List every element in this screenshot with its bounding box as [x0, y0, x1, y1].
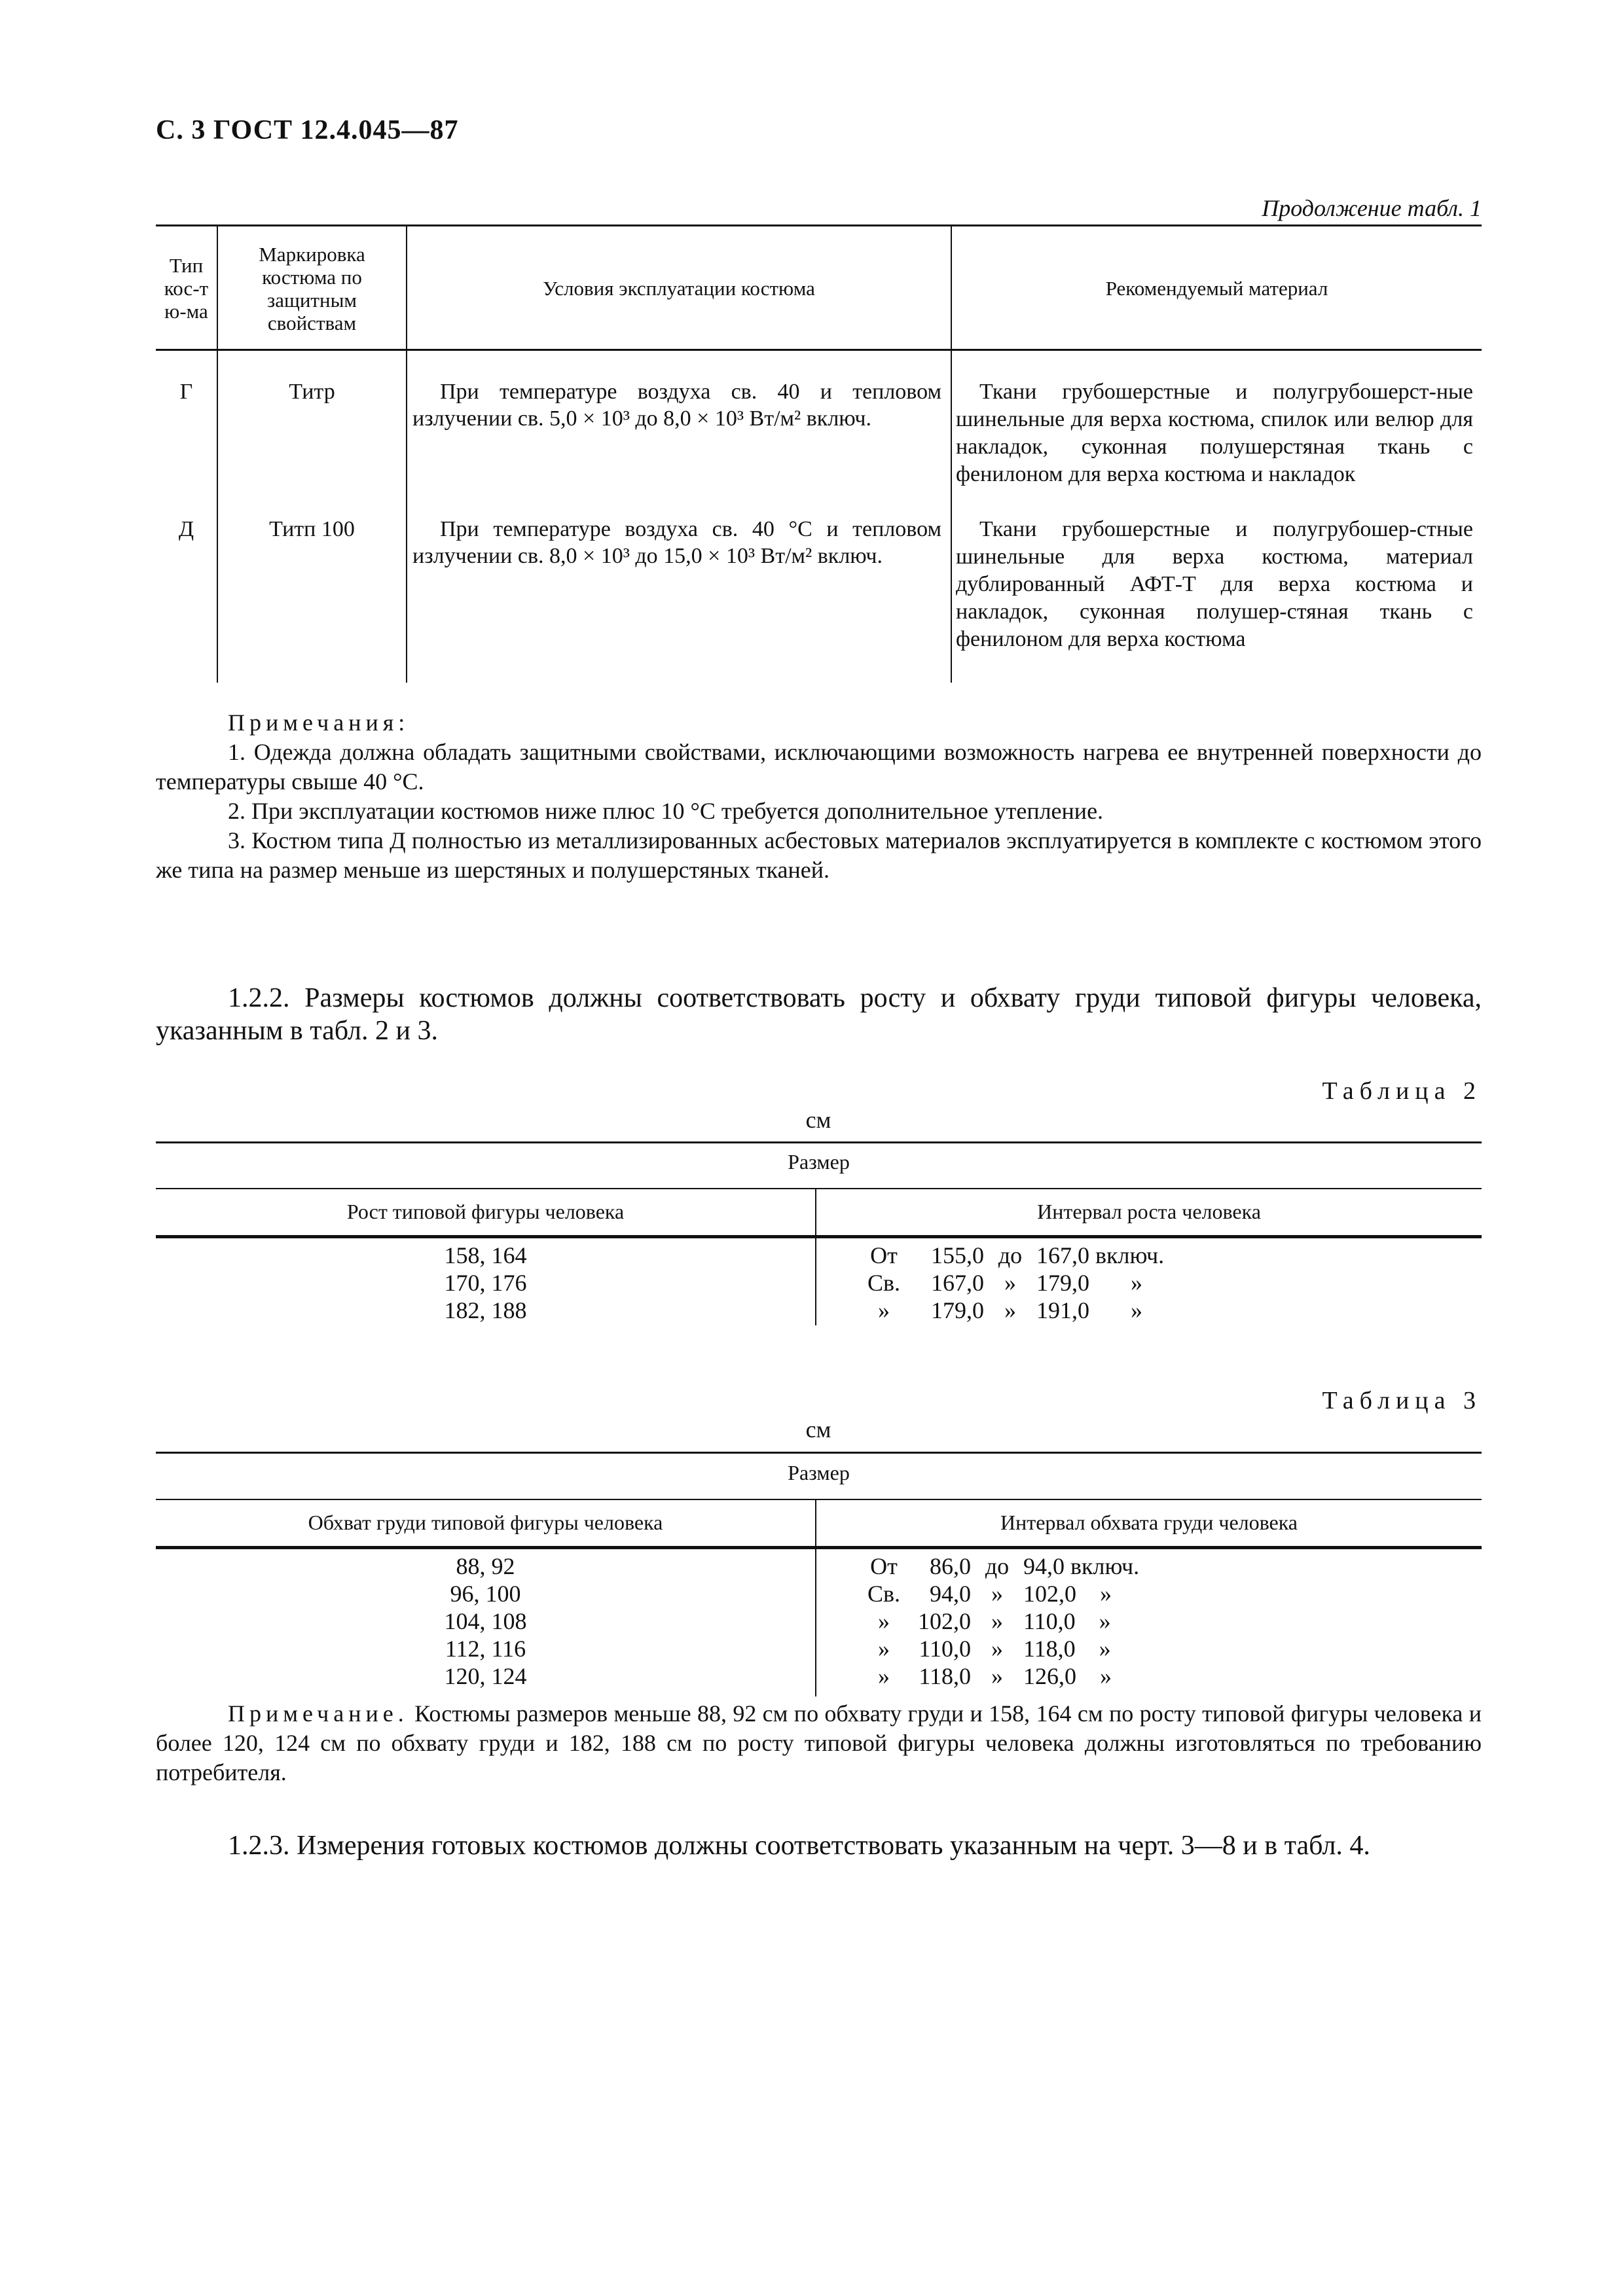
interval-to-label: до	[985, 1553, 1010, 1579]
table1-header-type-text: Тип кос-тю-ма	[164, 254, 209, 323]
interval-prefix: От	[870, 1553, 898, 1579]
table2-size: 158, 164	[444, 1242, 527, 1268]
table2-size-column	[156, 1242, 815, 1324]
table3-interval-row	[859, 1635, 1139, 1662]
interval-to: 118,0 »	[1023, 1636, 1111, 1662]
interval-from: 102,0	[918, 1608, 971, 1634]
interval-from: 110,0	[919, 1636, 971, 1662]
interval-prefix: »	[878, 1636, 890, 1662]
table1-row1-marking: Титр	[289, 380, 335, 404]
interval-to: 179,0 »	[1036, 1270, 1142, 1296]
table3-size: 104, 108	[444, 1608, 527, 1634]
table2-unit: см	[805, 1107, 831, 1133]
note-item-3: 3. Костюм типа Д полностью из металлизированных асбестовых материалов эксплуатируется в комплекте с костюмом этого же типа на размер меньше из шерстяных и полушерстяных тканей.	[156, 827, 1482, 883]
table3-interval-row	[859, 1580, 1139, 1607]
table1-header-material	[952, 231, 1482, 346]
interval-prefix: Св.	[867, 1270, 900, 1296]
interval-to-label: »	[991, 1608, 1003, 1634]
table3-group-header: Размер	[788, 1461, 850, 1484]
table1-header-conditions	[407, 231, 951, 346]
table3-interval-row	[859, 1607, 1139, 1635]
table2-group-header: Размер	[788, 1150, 850, 1174]
note-item-2: 2. При эксплуатации костюмов ниже плюс 10 °С требуется дополнительное утепление.	[228, 798, 1104, 824]
table2-interval-column	[859, 1242, 1164, 1324]
table2-interval-row	[859, 1297, 1164, 1324]
table3-size-column	[156, 1552, 815, 1690]
table1-header-conditions-text: Условия эксплуатации костюма	[543, 277, 815, 300]
table2-mid-rule	[156, 1188, 1482, 1189]
paragraph-1-2-3: 1.2.3. Измерения готовых костюмов должны соответствовать указанным на черт. 3—8 и в табл. 4.	[228, 1831, 1370, 1861]
table1-row2-marking: Титп 100	[269, 517, 355, 541]
interval-to: 110,0 »	[1023, 1608, 1111, 1634]
table1-header-material-text: Рекомендуемый материал	[1105, 277, 1328, 300]
interval-to-label: до	[998, 1242, 1023, 1268]
table3-note	[156, 1699, 1482, 1787]
table2-size: 170, 176	[444, 1270, 527, 1296]
interval-to: 102,0 »	[1023, 1581, 1112, 1607]
table3-col1-header: Обхват груди типовой фигуры человека	[308, 1511, 663, 1534]
interval-prefix: От	[870, 1242, 898, 1268]
table1-row1-type: Г	[179, 380, 193, 404]
interval-prefix: Св.	[867, 1581, 900, 1607]
interval-to-label: »	[1004, 1297, 1016, 1323]
interval-to-label: »	[1004, 1270, 1016, 1296]
paragraph-1-2-2: 1.2.2. Размеры костюмов должны соответствовать росту и обхвату груди типовой фигуры человека, указанным в табл. 2 и 3.	[156, 983, 1482, 1046]
table3-interval-row	[859, 1662, 1139, 1690]
interval-from: 167,0	[931, 1270, 984, 1296]
table3-interval-column	[859, 1552, 1139, 1690]
table-continuation-label: Продолжение табл. 1	[1262, 195, 1482, 221]
table3-size: 120, 124	[444, 1663, 527, 1689]
table2-header-rule	[156, 1235, 1482, 1238]
interval-prefix: »	[878, 1663, 890, 1689]
table3-mid-rule	[156, 1499, 1482, 1500]
table2-col1-header: Рост типовой фигуры человека	[346, 1200, 625, 1223]
interval-from: 86,0	[930, 1553, 971, 1579]
table1-header-rule	[156, 349, 1482, 351]
notes-title: Примечания:	[228, 709, 410, 736]
interval-to: 191,0 »	[1036, 1297, 1142, 1323]
table3-col2-header: Интервал обхвата груди человека	[1000, 1511, 1298, 1534]
table1-row1-conditions: При температуре воздуха св. 40 и тепловом излучении св. 5,0 × 10³ до 8,0 × 10³ Вт/м² включ.	[412, 380, 941, 431]
table2-top-rule	[156, 1141, 1482, 1143]
notes-block	[156, 708, 1482, 885]
interval-to: 167,0 включ.	[1036, 1242, 1165, 1268]
table2-caption: Таблица 2	[1322, 1077, 1482, 1105]
interval-from: 94,0	[930, 1581, 971, 1607]
interval-to: 94,0 включ.	[1023, 1553, 1140, 1579]
table1-row1-material: Ткани грубошерстные и полугрубошерст-ные шинельные для верха костюма, спилок или велюр для накладок, суконная полушерстяная ткань с фенилоном для верха костюма и накладок	[956, 380, 1473, 486]
interval-to: 126,0 »	[1023, 1663, 1112, 1689]
table1-row2-type: Д	[178, 517, 194, 541]
table3-size: 88, 92	[456, 1553, 515, 1579]
interval-to-label: »	[991, 1636, 1003, 1662]
table1-top-rule	[156, 224, 1482, 226]
note-item-1: 1. Одежда должна обладать защитными свойствами, исключающими возможность нагрева ее внутренней поверхности до температуры свыше 40 °С.	[156, 739, 1482, 795]
interval-to-label: »	[991, 1663, 1003, 1689]
table1-header-marking-text: Маркировка костюма по защитным свойствам	[259, 242, 365, 334]
table2-interval-row	[859, 1242, 1164, 1269]
table3-note-label: Примечание.	[228, 1700, 409, 1727]
table3-top-rule	[156, 1452, 1482, 1454]
table1-header-marking	[218, 231, 406, 346]
page-header: С. 3 ГОСТ 12.4.045—87	[156, 115, 459, 145]
interval-prefix: »	[878, 1297, 890, 1323]
interval-prefix: »	[878, 1608, 890, 1634]
table3-size: 112, 116	[445, 1636, 526, 1662]
table3-size: 96, 100	[450, 1581, 521, 1607]
table3-header-rule	[156, 1546, 1482, 1549]
interval-from: 155,0	[931, 1242, 984, 1268]
table2-col2-header: Интервал роста человека	[1037, 1200, 1261, 1223]
table1-row2-material: Ткани грубошерстные и полугрубошер-стные шинельные для верха костюма, материал дублированный АФТ-Т для верха костюма и накладок, суконная полушер-стяная ткань с фенилоном для верха костюма	[956, 517, 1473, 651]
interval-from: 179,0	[931, 1297, 984, 1323]
table2-interval-row	[859, 1269, 1164, 1297]
table3-interval-row	[859, 1552, 1139, 1580]
interval-to-label: »	[991, 1581, 1003, 1607]
table1-header-type	[156, 231, 217, 346]
table1-row2-conditions: При температуре воздуха св. 40 °С и тепловом излучении св. 8,0 × 10³ до 15,0 × 10³ Вт/м² включ.	[412, 517, 941, 568]
table3-unit: см	[805, 1416, 831, 1443]
interval-from: 118,0	[919, 1663, 971, 1689]
table3-note-text: Костюмы размеров меньше 88, 92 см по обхвату груди и 158, 164 см по росту типовой фигуры человека и более 120, 124 см по обхвату груди и 182, 188 см по росту типовой фигуры человека должны изготовляться по требованию потребителя.	[156, 1700, 1482, 1785]
table3-caption: Таблица 3	[1322, 1387, 1482, 1414]
table2-size: 182, 188	[444, 1297, 527, 1323]
